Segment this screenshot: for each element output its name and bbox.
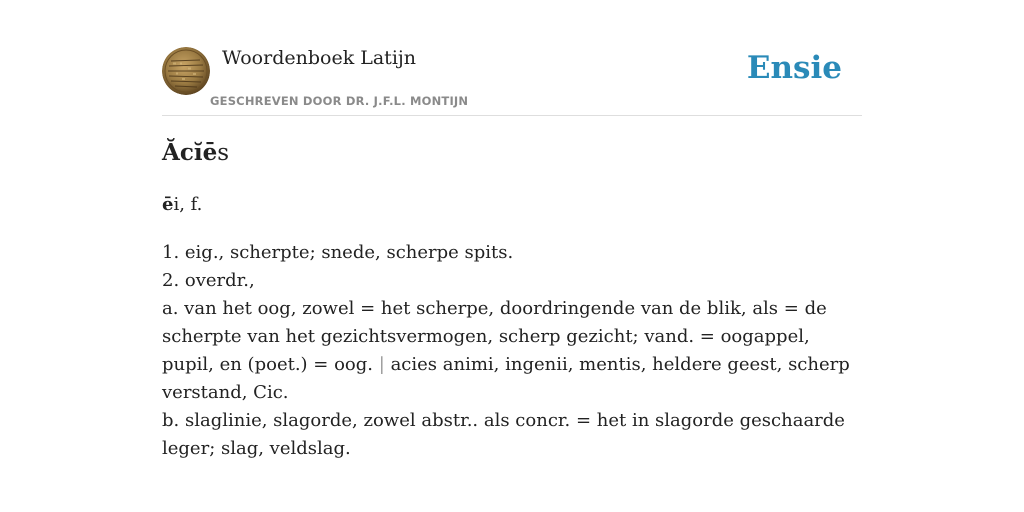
definition-line bbox=[162, 295, 852, 407]
grammar-info bbox=[162, 194, 202, 215]
dictionary-title[interactable]: Woordenboek Latijn bbox=[222, 47, 417, 69]
avatar[interactable] bbox=[162, 47, 210, 95]
headword-rest: s bbox=[217, 140, 230, 166]
headword bbox=[162, 139, 229, 166]
author-byline: GESCHREVEN DOOR DR. J.F.L. MONTIJN bbox=[210, 94, 469, 108]
page bbox=[162, 0, 862, 459]
definition-text: acies animi, ingenii, mentis, heldere geest, scherp verstand, Cic. bbox=[162, 354, 850, 403]
grammar-rest: i, f. bbox=[173, 194, 203, 215]
definition-line: 2. overdr., bbox=[162, 270, 255, 291]
definition-text: a. van het oog, zowel = het scherpe, doordringende van de blik, als = de scherpte van het gezichtsvermogen, scherp gezicht; vand. = oogappel, pupil, en (poet.) = oog. bbox=[162, 298, 827, 375]
definition bbox=[162, 239, 852, 463]
grammar-bold: ē bbox=[162, 194, 174, 215]
bronze-coin-icon bbox=[162, 47, 210, 95]
header bbox=[162, 0, 862, 116]
definition-line: 1. eig., scherpte; snede, scherpe spits. bbox=[162, 242, 514, 263]
definition-line: b. slaglinie, slagorde, zowel abstr.. als concr. = het in slagorde geschaarde leger; slag, veldslag. bbox=[162, 410, 845, 459]
headword-bold: Ăcĭē bbox=[162, 139, 218, 166]
separator: | bbox=[378, 354, 385, 375]
ensie-logo-link[interactable]: Ensie bbox=[746, 50, 842, 86]
